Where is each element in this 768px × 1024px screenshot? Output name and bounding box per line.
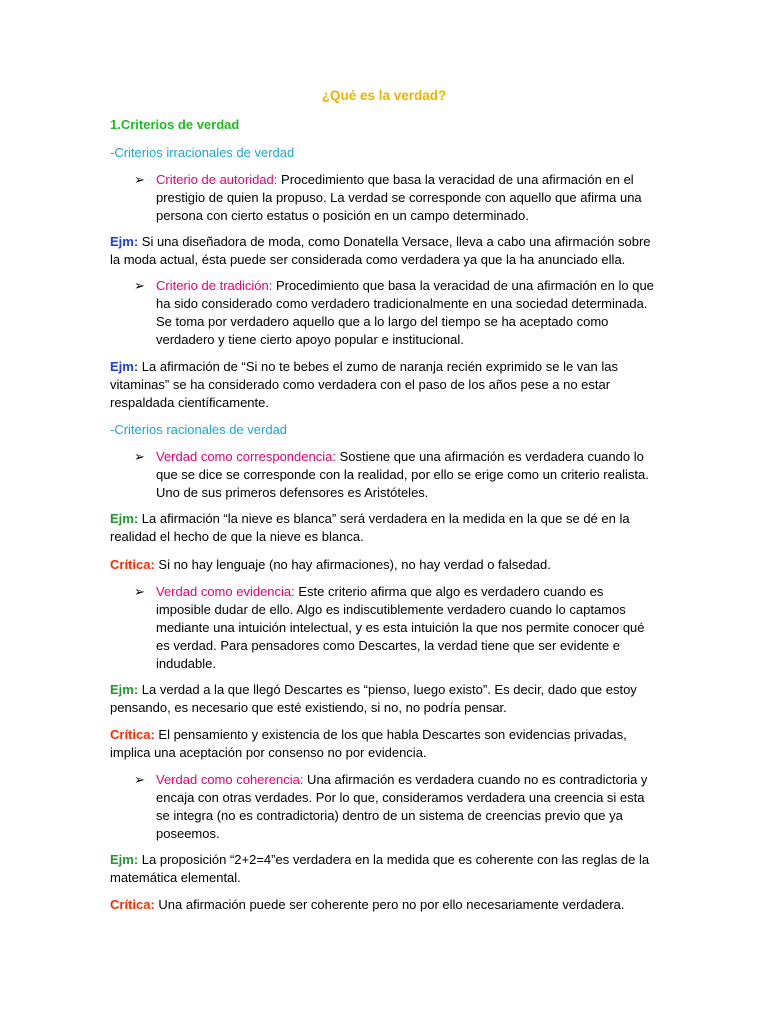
criterion-coherencia [156,771,658,843]
bullet-arrow-icon: ➢ [134,449,145,464]
critique-paragraph [110,896,658,914]
example-text: Si una diseñadora de moda, como Donatella Versace, lleva a cabo una afirmación sobre la moda actual, ésta puede ser considerada como verdadera ya que la ha anunciado ella. [110,234,651,267]
critique-paragraph [110,556,658,574]
example-text: La afirmación “la nieve es blanca” será verdadera en la medida en la que se dé en la realidad el hecho de que la nieve es blanca. [110,511,630,544]
example-label: Ejm: [110,852,139,867]
critique-paragraph [110,726,658,762]
subheading-irracionales: -Criterios irracionales de verdad [110,145,295,160]
criterion-text: Procedimiento que basa la veracidad de una afirmación en el prestigio de quien la propuso. La verdad se corresponde con aquello que afirma una persona con cierto estatus o posición en un campo determinado. [156,172,642,223]
critique-text: Si no hay lenguaje (no hay afirmaciones), no hay verdad o falsedad. [154,557,551,572]
critique-text: El pensamiento y existencia de los que habla Descartes son evidencias privadas, implica una aceptación por consenso no por evidencia. [110,727,627,760]
criterion-evidencia [156,583,658,673]
criterion-tradicion [156,277,658,349]
criterion-label: Verdad como correspondencia: [156,449,336,464]
criterion-label: Verdad como evidencia: [156,584,295,599]
criterion-correspondencia [156,448,658,502]
page-title: ¿Qué es la verdad? [321,88,447,103]
criterion-text: Procedimiento que basa la veracidad de una afirmación en lo que ha sido considerado como verdadero tradicionalmente en una sociedad determinada. Se toma por verdadero aquello que a lo largo del tiempo se ha aceptado como verdadero y tiene cierto apoyo popular e institucional. [156,278,654,347]
criterion-label: Criterio de tradición: [156,278,273,293]
critique-text: Una afirmación puede ser coherente pero no por ello necesariamente verdadera. [154,897,625,912]
critique-label: Crítica: [110,897,155,912]
criterion-text: Este criterio afirma que algo es verdadero cuando es imposible dudar de ello. Algo es indiscutiblemente verdadero cuando lo captamos mediante una intuición intelectual, y es esta intuición la que nos permite conocer qué es verdad. Para pensadores como Descartes, la verdad tiene que ser evidente e indudable. [156,584,645,671]
example-paragraph [110,510,658,546]
bullet-arrow-icon: ➢ [134,172,145,187]
example-label: Ejm: [110,511,139,526]
example-text: La afirmación de “Si no te bebes el zumo de naranja recién exprimido se le van las vitaminas” se ha considerado como verdadera con el paso de los años pese a no estar respaldada científicamente. [110,359,618,410]
criterion-text: Una afirmación es verdadera cuando no es contradictoria y encaja con otras verdades. Por lo que, consideramos verdadera una creencia si esta se integra (no es contradictoria) dentro de un sistema de creencias previo que ya poseemos. [156,772,648,841]
subheading-racionales: -Criterios racionales de verdad [110,422,288,437]
section-heading: 1.Criterios de verdad [110,117,240,132]
critique-label: Crítica: [110,727,155,742]
example-text: La proposición “2+2=4”es verdadera en la medida que es coherente con las reglas de la matemática elemental. [110,852,650,885]
criterion-autoridad [156,171,658,225]
bullet-arrow-icon: ➢ [134,584,145,599]
example-paragraph [110,851,658,887]
criterion-label: Verdad como coherencia: [156,772,304,787]
example-label: Ejm: [110,682,139,697]
example-paragraph [110,358,658,412]
example-paragraph [110,233,658,269]
example-label: Ejm: [110,359,139,374]
bullet-arrow-icon: ➢ [134,772,145,787]
example-paragraph [110,681,658,717]
criterion-text: Sostiene que una afirmación es verdadera cuando lo que se dice se corresponde con la realidad, por ello se erige como un criterio realista. Uno de sus primeros defensores es Aristóteles. [156,449,649,500]
example-label: Ejm: [110,234,139,249]
bullet-arrow-icon: ➢ [134,278,145,293]
criterion-label: Criterio de autoridad: [156,172,278,187]
example-text: La verdad a la que llegó Descartes es “pienso, luego existo”. Es decir, dado que estoy pensando, es necesario que esté existiendo, si no, no podría pensar. [110,682,637,715]
critique-label: Crítica: [110,557,155,572]
